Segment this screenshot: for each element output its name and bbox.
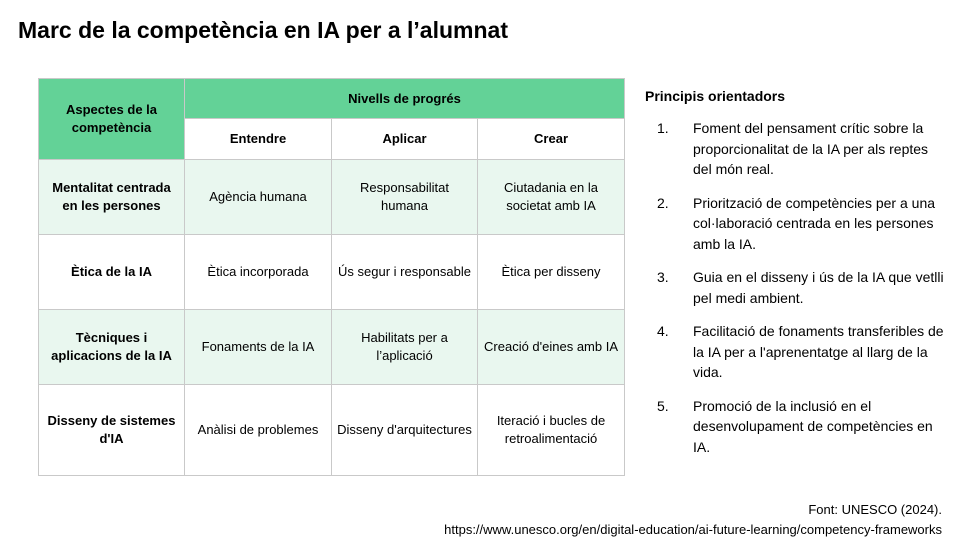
aspect-cell: Ètica de la IA <box>39 235 185 310</box>
level-header-understand: Entendre <box>185 119 332 160</box>
list-number: 2. <box>657 194 669 211</box>
aspects-header: Aspectes de la competència <box>39 79 185 160</box>
guiding-principles <box>645 88 945 470</box>
aspect-cell: Mentalitat centrada en les persones <box>39 160 185 235</box>
levels-header: Nivells de progrés <box>185 79 625 119</box>
table-cell: Ètica per disseny <box>478 235 625 310</box>
source-label: Font: UNESCO (2024). <box>808 502 942 517</box>
table-cell: Habilitats per a l’aplicació <box>332 310 478 385</box>
list-item <box>645 321 945 383</box>
table-row <box>39 310 625 385</box>
list-text: Foment del pensament crític sobre la proporcionalitat de la IA per als reptes del món real. <box>693 120 929 177</box>
list-number: 4. <box>657 323 669 339</box>
list-item <box>645 193 945 255</box>
list-number: 1. <box>657 120 669 136</box>
list-item <box>645 267 945 308</box>
source-citation <box>444 500 942 540</box>
table-row <box>39 385 625 476</box>
aspect-cell: Tècniques i aplicacions de la IA <box>39 310 185 385</box>
table-cell: Ètica incorporada <box>185 235 332 310</box>
competency-table <box>38 78 625 476</box>
table-row <box>39 235 625 310</box>
table-cell: Responsabilitat humana <box>332 160 478 235</box>
list-text: Promoció de la inclusió en el desenvolupament de competències en IA. <box>693 397 933 455</box>
level-header-create: Crear <box>478 119 625 160</box>
list-item <box>645 396 945 458</box>
page-title: Marc de la competència en IA per a l’alumnat <box>18 17 508 43</box>
table-cell: Agència humana <box>185 160 332 235</box>
table-cell: Ús segur i responsable <box>332 235 478 310</box>
list-text: Guia en el disseny i ús de la IA que vetlli pel medi ambient. <box>693 269 944 306</box>
list-number: 3. <box>657 269 669 285</box>
list-number: 5. <box>657 397 669 414</box>
table-cell: Iteració i bucles de retroalimentació <box>478 385 625 476</box>
table-cell: Fonaments de la IA <box>185 310 332 385</box>
list-text: Priorització de competències per a una col·laboració centrada en les persones amb la IA. <box>693 194 936 252</box>
principles-list <box>645 118 945 457</box>
table-row <box>39 160 625 235</box>
table-cell: Anàlisi de problemes <box>185 385 332 476</box>
table-cell: Disseny d'arquitectures <box>332 385 478 476</box>
table-cell: Creació d'eines amb IA <box>478 310 625 385</box>
table-cell: Ciutadania en la societat amb IA <box>478 160 625 235</box>
source-url: https://www.unesco.org/en/digital-education/ai-future-learning/competency-frameworks <box>444 522 942 537</box>
level-header-apply: Aplicar <box>332 119 478 160</box>
aspect-cell: Disseny de sistemes d'IA <box>39 385 185 476</box>
list-text: Facilitació de fonaments transferibles de la IA per a l'aprenentatge al llarg de la vida. <box>693 323 944 380</box>
principles-title: Principis orientadors <box>645 88 786 104</box>
list-item <box>645 118 945 180</box>
